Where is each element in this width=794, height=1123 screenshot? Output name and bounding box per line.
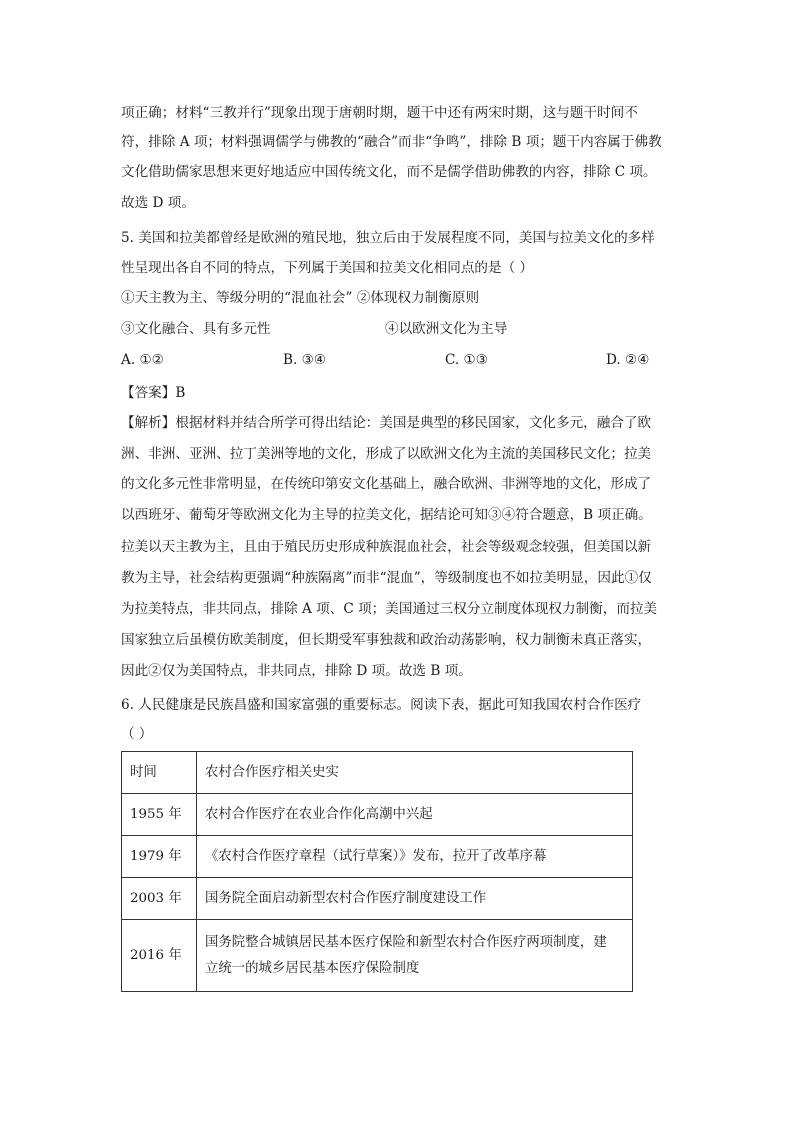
table-cell-year: 1955 年 xyxy=(122,794,197,836)
table-header-row xyxy=(122,752,633,794)
analysis-line: 国家独立后虽模仿欧美制度，但长期受军事独裁和政治动荡影响，权力制衡未真正落实， xyxy=(121,632,652,648)
analysis-line: 教为主导，社会结构更强调“种族隔离”而非“混血”，等级制度也不如拉美明显，因此①仅 xyxy=(121,570,652,586)
table-cell-fact xyxy=(197,920,633,992)
text-line: 项正确；材料“三教并行”现象出现于唐朝时期，题干中还有两宋时期，这与题干时间不 xyxy=(121,105,638,121)
analysis-line: 因此②仅为美国特点，非共同点，排除 D 项。故选 B 项。 xyxy=(121,663,472,679)
question-5-statement-4: ④以欧洲文化为主导 xyxy=(385,321,508,337)
table-header-cell: 农村合作医疗相关史实 xyxy=(197,752,633,794)
text-line: 文化借助儒家思想来更好地适应中国传统文化，而不是儒学借助佛教的内容，排除 C 项。 xyxy=(121,164,657,180)
table-cell-fact: 农村合作医疗在农业合作化高潮中兴起 xyxy=(197,794,633,836)
table-row xyxy=(122,920,633,992)
table-cell-year: 2016 年 xyxy=(122,920,197,992)
question-6-stem: 6. 人民健康是民族昌盛和国家富强的重要标志。阅读下表，据此可知我国农村合作医疗 xyxy=(121,697,642,713)
table-row xyxy=(122,836,633,878)
option-b: B. ③④ xyxy=(283,352,327,368)
analysis-line: 拉美以天主教为主，且由于殖民历史形成种族混血社会，社会等级观念较强，但美国以新 xyxy=(121,539,652,555)
question-5-statement: ①天主教为主、等级分明的“混血社会” ②体现权力制衡原则 xyxy=(121,290,480,306)
table-cell-fact: 国务院全面启动新型农村合作医疗制度建设工作 xyxy=(197,878,633,920)
analysis-line: 【解析】根据材料并结合所学可得出结论：美国是典型的移民国家，文化多元，融合了欧 xyxy=(121,415,652,431)
table-row xyxy=(122,794,633,836)
question-5-statement-3: ③文化融合、具有多元性 xyxy=(121,321,271,337)
question-5-stem: 性呈现出各自不同的特点，下列属于美国和拉美文化相同点的是（ ） xyxy=(121,260,534,276)
option-a: A. ①② xyxy=(121,352,164,368)
table-row xyxy=(122,878,633,920)
text-line: 符，排除 A 项；材料强调儒学与佛教的“融合”而非“争鸣”，排除 B 项；题干内容属于佛教 xyxy=(121,134,662,150)
table-cell-fact-line: 国务院整合城镇居民基本医疗保险和新型农村合作医疗两项制度，建 xyxy=(205,934,607,950)
answer-line: 【答案】B xyxy=(121,385,186,401)
analysis-line: 以西班牙、葡萄牙等欧洲文化为主导的拉美文化，据结论可知③④符合题意，B 项正确。 xyxy=(121,507,652,523)
analysis-line: 洲、非洲、亚洲、拉丁美洲等地的文化，形成了以欧洲文化为主流的美国移民文化；拉美 xyxy=(121,446,652,462)
table-header-cell: 时间 xyxy=(122,752,197,794)
history-table xyxy=(121,751,633,992)
table-cell-fact: 《农村合作医疗章程（试行草案）》发布，拉开了改革序幕 xyxy=(197,836,633,878)
table-cell-year: 2003 年 xyxy=(122,878,197,920)
question-6-blank: （ ） xyxy=(121,726,153,742)
table-cell-fact-line: 立统一的城乡居民基本医疗保险制度 xyxy=(205,960,420,976)
option-d: D. ②④ xyxy=(606,352,650,368)
question-5-stem: 5. 美国和拉美都曾经是欧洲的殖民地，独立后由于发展程度不同，美国与拉美文化的多样 xyxy=(121,230,655,246)
table-cell-year: 1979 年 xyxy=(122,836,197,878)
analysis-line: 的文化多元性非常明显，在传统印第安文化基础上，融合欧洲、非洲等地的文化，形成了 xyxy=(121,476,652,492)
analysis-line: 为拉美特点，非共同点，排除 A 项、C 项；美国通过三权分立制度体现权力制衡，而拉美 xyxy=(121,601,658,617)
option-c: C. ①③ xyxy=(445,352,488,368)
text-line: 故选 D 项。 xyxy=(121,195,195,211)
